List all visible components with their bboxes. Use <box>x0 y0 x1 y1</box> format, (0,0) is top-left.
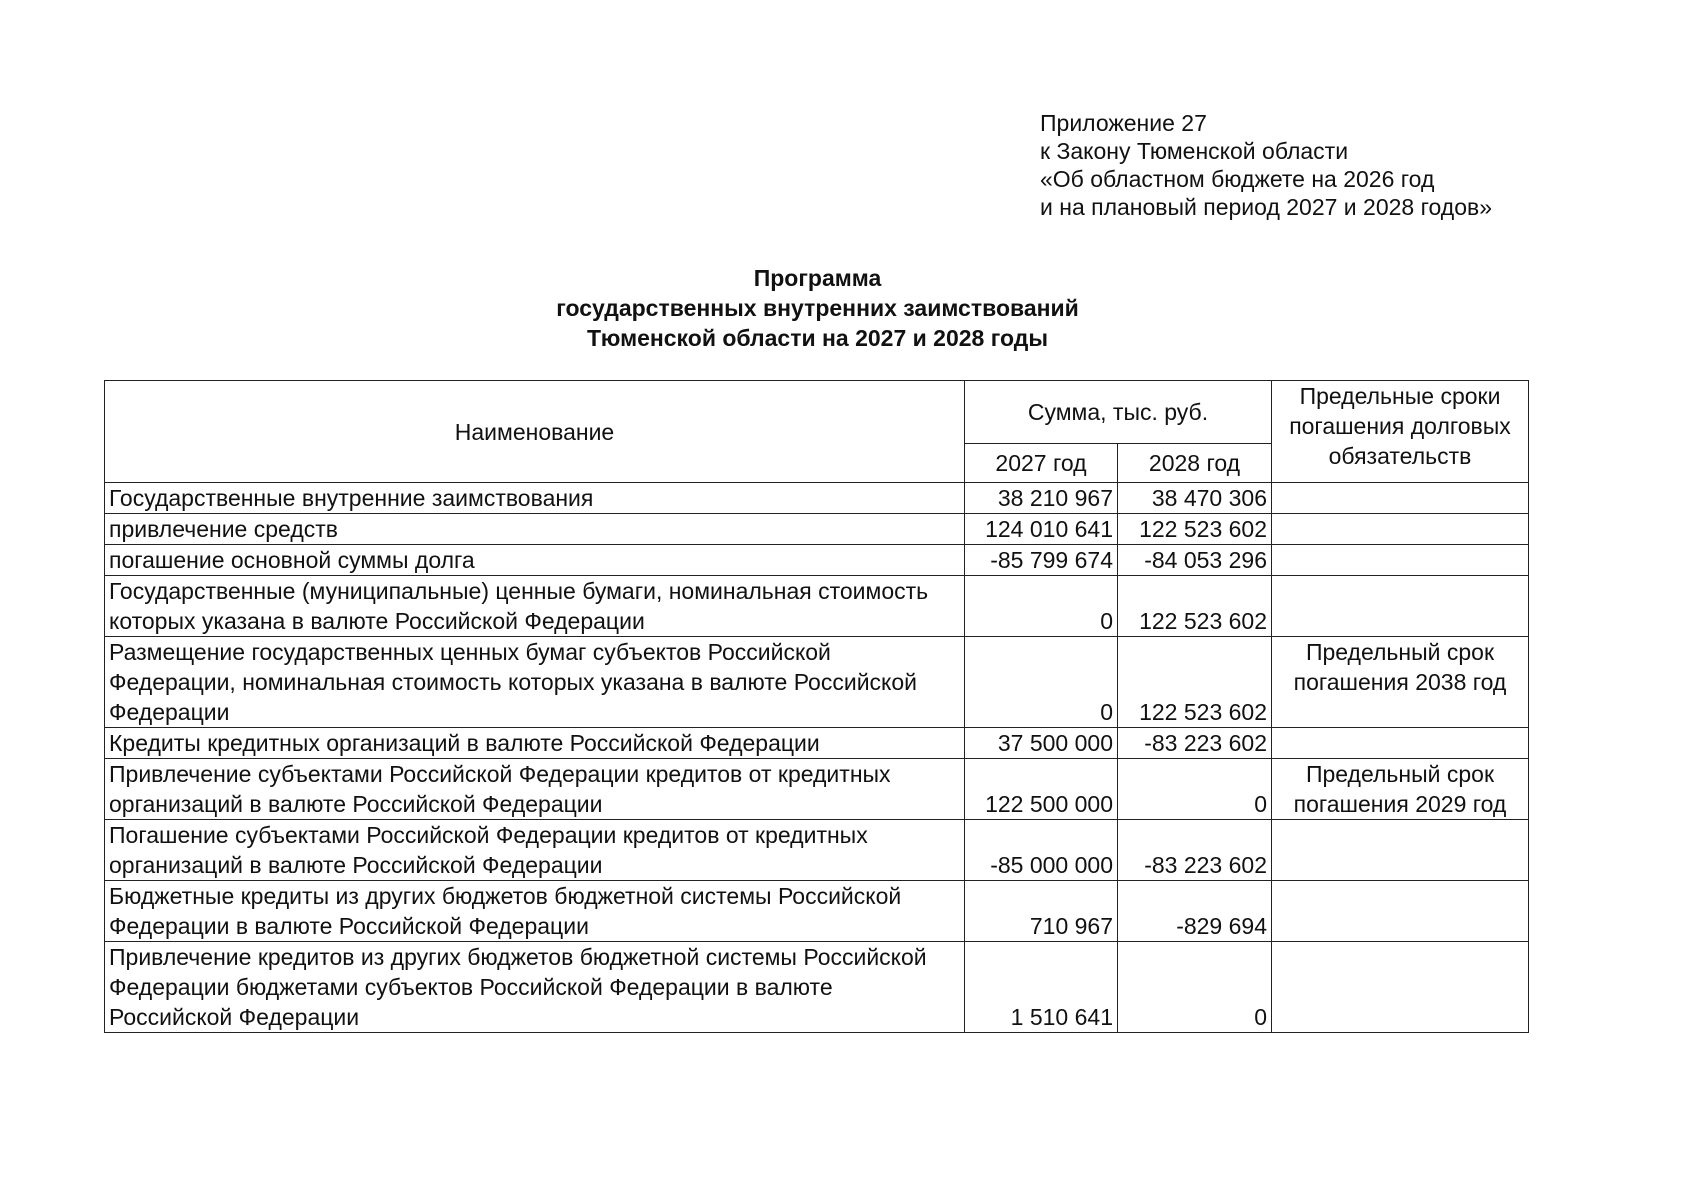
borrowing-table <box>104 380 1529 1033</box>
row-term <box>1272 576 1529 637</box>
table-row <box>105 483 1529 514</box>
row-value-2027: 124 010 641 <box>965 514 1118 545</box>
row-value-2027: 0 <box>965 637 1118 728</box>
row-name: Погашение субъектами Российской Федерации кредитов от кредитных организаций в валюте Российской Федерации <box>105 820 965 881</box>
table-row <box>105 576 1529 637</box>
row-value-2027: 0 <box>965 576 1118 637</box>
document-title <box>0 263 1635 353</box>
row-term <box>1272 881 1529 942</box>
row-value-2028: -83 223 602 <box>1118 728 1272 759</box>
table-row <box>105 881 1529 942</box>
row-term <box>1272 942 1529 1033</box>
row-value-2028: -83 223 602 <box>1118 820 1272 881</box>
header-term: Предельные сроки погашения долговых обязательств <box>1272 381 1529 483</box>
appendix-line: к Закону Тюменской области <box>1040 138 1349 164</box>
table-row <box>105 759 1529 820</box>
row-value-2027: 122 500 000 <box>965 759 1118 820</box>
row-value-2028: 122 523 602 <box>1118 637 1272 728</box>
row-value-2028: 38 470 306 <box>1118 483 1272 514</box>
table-row <box>105 942 1529 1033</box>
title-line: государственных внутренних заимствований <box>556 295 1079 321</box>
row-term: Предельный срок погашения 2029 год <box>1272 759 1529 820</box>
header-2028: 2028 год <box>1118 444 1272 483</box>
header-sum: Сумма, тыс. руб. <box>965 381 1272 444</box>
appendix-line: «Об областном бюджете на 2026 год <box>1040 166 1435 192</box>
row-term <box>1272 483 1529 514</box>
appendix-line: и на плановый период 2027 и 2028 годов» <box>1040 194 1492 220</box>
row-name: Кредиты кредитных организаций в валюте Российской Федерации <box>105 728 965 759</box>
row-value-2028: -829 694 <box>1118 881 1272 942</box>
row-name: Бюджетные кредиты из других бюджетов бюджетной системы Российской Федерации в валюте Российской Федерации <box>105 881 965 942</box>
row-value-2027: 710 967 <box>965 881 1118 942</box>
row-name: Привлечение субъектами Российской Федерации кредитов от кредитных организаций в валюте Российской Федерации <box>105 759 965 820</box>
row-name: привлечение средств <box>105 514 965 545</box>
appendix-note <box>1040 109 1492 221</box>
row-value-2028: -84 053 296 <box>1118 545 1272 576</box>
row-name: Размещение государственных ценных бумаг субъектов Российской Федерации, номинальная стоимость которых указана в валюте Российской Федерации <box>105 637 965 728</box>
title-line: Тюменской области на 2027 и 2028 годы <box>586 325 1048 351</box>
row-value-2027: 1 510 641 <box>965 942 1118 1033</box>
row-name: Государственные внутренние заимствования <box>105 483 965 514</box>
row-name: Государственные (муниципальные) ценные бумаги, номинальная стоимость которых указана в валюте Российской Федерации <box>105 576 965 637</box>
table-row <box>105 545 1529 576</box>
row-term: Предельный срок погашения 2038 год <box>1272 637 1529 728</box>
row-value-2028: 0 <box>1118 942 1272 1033</box>
row-name: погашение основной суммы долга <box>105 545 965 576</box>
row-term <box>1272 820 1529 881</box>
row-value-2027: 38 210 967 <box>965 483 1118 514</box>
table-row <box>105 820 1529 881</box>
row-value-2028: 0 <box>1118 759 1272 820</box>
header-name: Наименование <box>105 381 965 483</box>
table-row <box>105 637 1529 728</box>
row-term <box>1272 514 1529 545</box>
row-value-2027: -85 000 000 <box>965 820 1118 881</box>
header-2027: 2027 год <box>965 444 1118 483</box>
row-value-2028: 122 523 602 <box>1118 576 1272 637</box>
appendix-line: Приложение 27 <box>1040 110 1207 136</box>
row-value-2027: -85 799 674 <box>965 545 1118 576</box>
row-name: Привлечение кредитов из других бюджетов бюджетной системы Российской Федерации бюджетами субъектов Российской Федерации в валюте Российской Федерации <box>105 942 965 1033</box>
table-row <box>105 514 1529 545</box>
row-value-2028: 122 523 602 <box>1118 514 1272 545</box>
title-line: Программа <box>753 265 882 291</box>
row-term <box>1272 545 1529 576</box>
row-term <box>1272 728 1529 759</box>
table-row <box>105 728 1529 759</box>
row-value-2027: 37 500 000 <box>965 728 1118 759</box>
